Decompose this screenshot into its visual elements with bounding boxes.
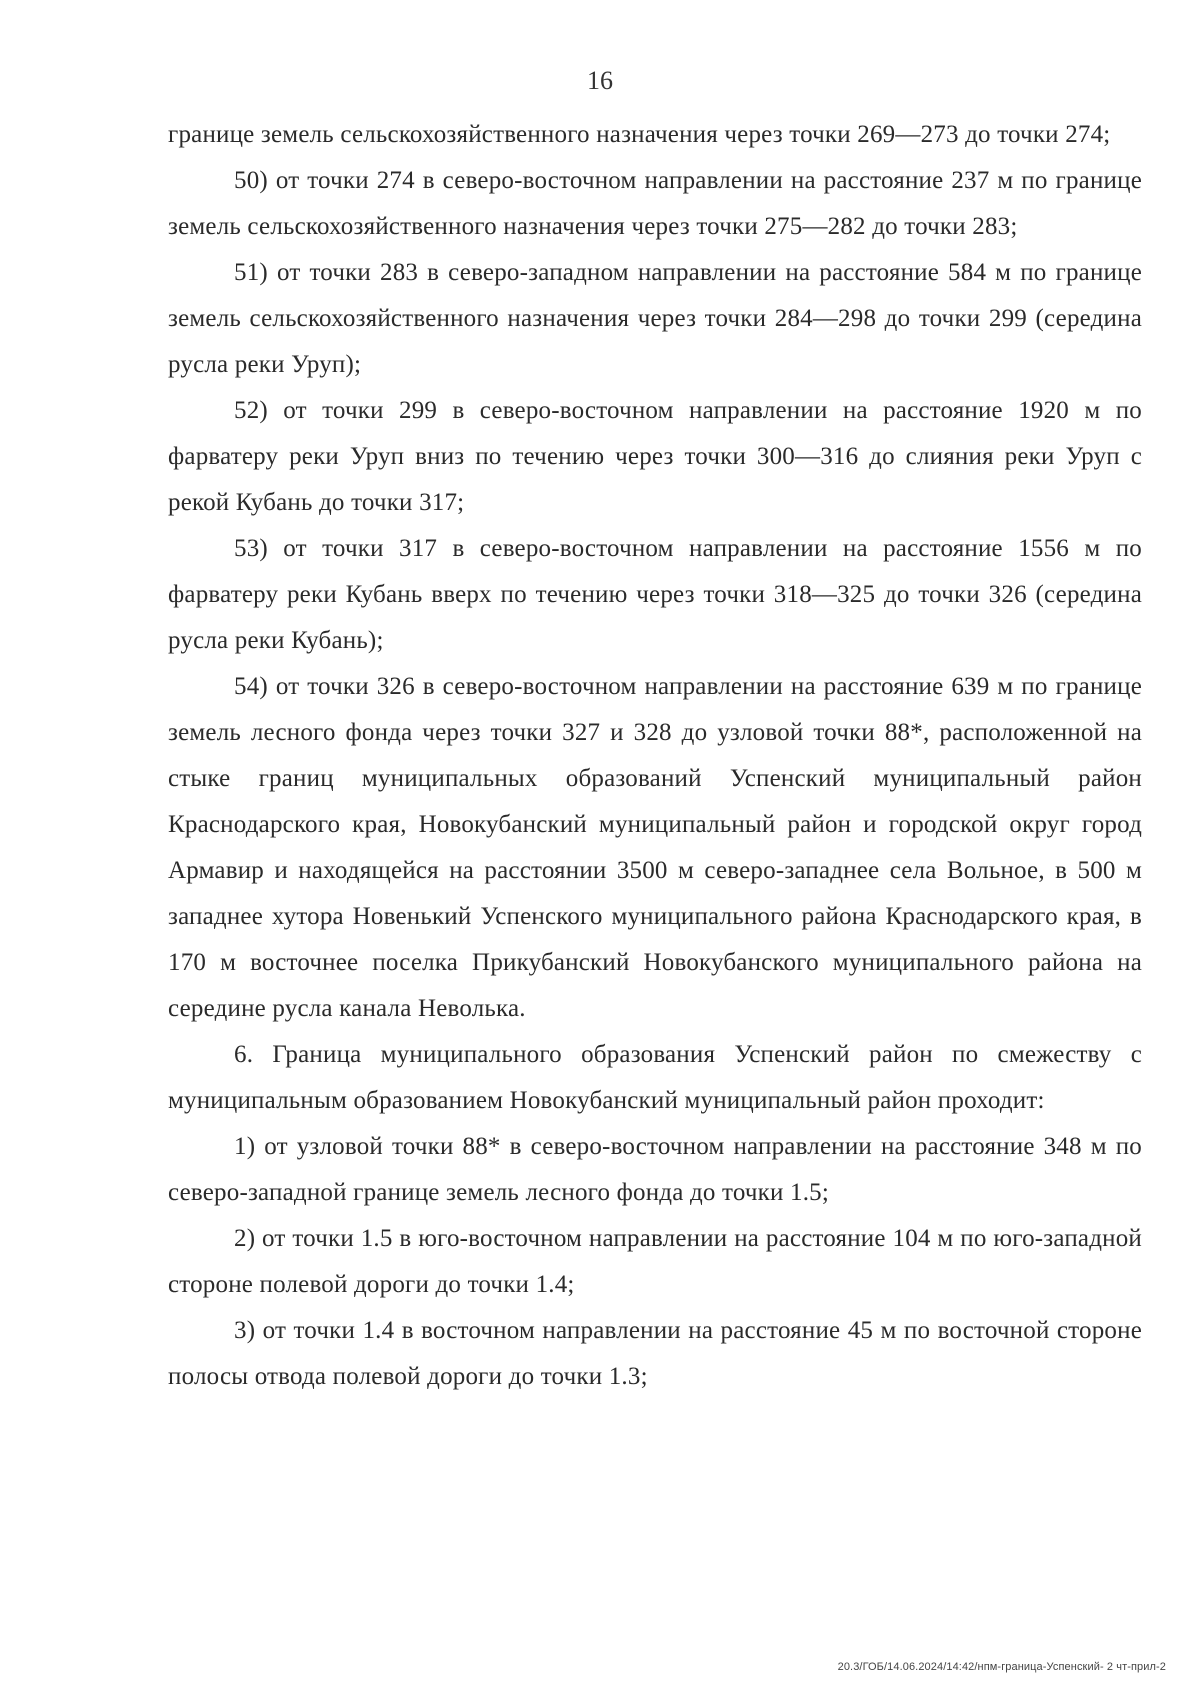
paragraph-item-53: 53) от точки 317 в северо-восточном направлении на расстояние 1556 м по фарватеру реки Кубань вверх по течению через точки 318—325 до точки 326 (середина русла реки Кубань); [168, 535, 1142, 654]
paragraph-section-6: 6. Граница муниципального образования Успенский район по смежеству с муниципальным образованием Новокубанский муниципальный район проходит: [168, 1041, 1142, 1114]
footer-document-code: 20.3/ГОБ/14.06.2024/14:42/нпм-граница-Успенский- 2 чт-прил-2 [837, 1661, 1166, 1673]
paragraph-item-50: 50) от точки 274 в северо-восточном направлении на расстояние 237 м по границе земель сельскохозяйственного назначения через точки 275—282 до точки 283; [168, 167, 1142, 240]
paragraph-item-51: 51) от точки 283 в северо-западном направлении на расстояние 584 м по границе земель сельскохозяйственного назначения через точки 284—298 до точки 299 (середина русла реки Уруп); [168, 259, 1142, 378]
document-body [168, 112, 1142, 1400]
paragraph-subitem-3: 3) от точки 1.4 в восточном направлении на расстояние 45 м по восточной стороне полосы отвода полевой дороги до точки 1.3; [168, 1317, 1142, 1390]
paragraph-subitem-2: 2) от точки 1.5 в юго-восточном направлении на расстояние 104 м по юго-западной стороне полевой дороги до точки 1.4; [168, 1225, 1142, 1298]
page-number: 16 [587, 66, 613, 95]
paragraph-item-54: 54) от точки 326 в северо-восточном направлении на расстояние 639 м по границе земель лесного фонда через точки 327 и 328 до узловой точки 88*, расположенной на стыке границ муниципальных образований Успенский муниципальный район Краснодарского края, Новокубанский муниципальный район и городской округ город Армавир и находящейся на расстоянии 3500 м северо-западнее села Вольное, в 500 м западнее хутора Новенький Успенского муниципального района Краснодарского края, в 170 м восточнее поселка Прикубанский Новокубанского муниципального района на середине русла канала Неволька. [168, 673, 1142, 1022]
paragraph-subitem-1: 1) от узловой точки 88* в северо-восточном направлении на расстояние 348 м по северо-западной границе земель лесного фонда до точки 1.5; [168, 1133, 1142, 1206]
paragraph-item-52: 52) от точки 299 в северо-восточном направлении на расстояние 1920 м по фарватеру реки Уруп вниз по течению через точки 300—316 до слияния реки Уруп с рекой Кубань до точки 317; [168, 397, 1142, 516]
paragraph-continuation: границе земель сельскохозяйственного назначения через точки 269—273 до точки 274; [168, 121, 1111, 148]
